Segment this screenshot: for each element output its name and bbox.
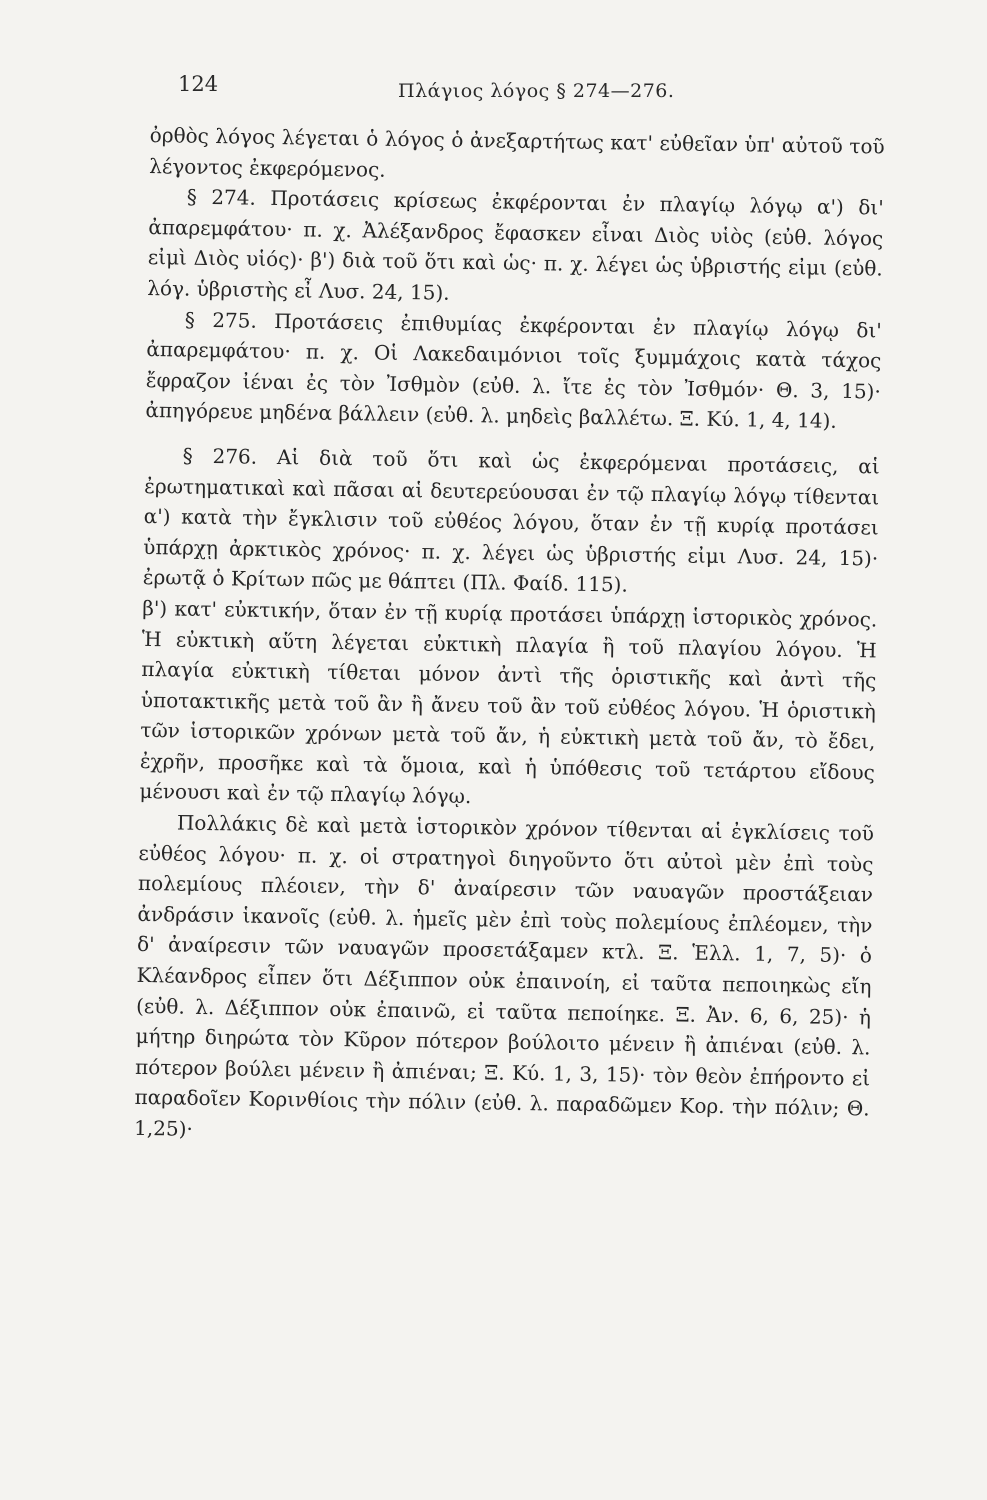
paragraph-section-274: § 274. Προτάσεις κρίσεως ἐκφέρονται ἐν πλαγίῳ λόγῳ α') δι' ἀπαρεμφάτου· π. χ. Ἀλέξανδρος ἔφασκεν εἶναι Διὸς υἱὸς (εὐθ. λόγος εἰμὶ Διὸς υἱός)· β') διὰ τοῦ ὅτι καὶ ὡς· π. χ. λέγει ὡς ὑβριστής εἰμι (εὐθ. λόγ. ὑβριστὴς εἶ Λυσ. 24, 15). <box>147 184 884 305</box>
page-header <box>178 72 878 112</box>
paragraph-examples: Πολλάκις δὲ καὶ μετὰ ἱστορικὸν χρόνον τίθενται αἱ ἐγκλίσεις τοῦ εὐθέος λόγου· π. χ. οἱ στρατηγοὶ διηγοῦντο ὅτι αὐτοὶ μὲν ἐπὶ τοὺς πολεμίους πλέοιεν, τὴν δ' ἀναίρεσιν τῶν ναυαγῶν προστάξειαν ἀνδράσιν ἱκανοῖς (εὐθ. λ. ἡμεῖς μὲν ἐπὶ τοὺς πολεμίους ἐπλέομεν, τὴν δ' ἀναίρεσιν τῶν ναυαγῶν προσετάξαμεν κτλ. Ξ. Ἑλλ. 1, 7, 5)· ὁ Κλέανδρος εἶπεν ὅτι Δέξιππον οὐκ ἐπαινοίη, εἰ ταῦτα πεποιηκὼς εἴη (εὐθ. λ. Δέξιππον οὐκ ἐπαινῶ, εἰ ταῦτα πεποίηκε. Ξ. Ἀν. 6, 6, 25)· ἡ μήτηρ διηρώτα τὸν Κῦρον πότερον βούλοιτο μένειν ἢ ἀπιέναι (εὐθ. λ. πότερον βούλει μένειν ἢ ἀπιέναι; Ξ. Κύ. 1, 3, 15)· τὸν θεὸν ἐπήροντο εἰ παραδοῖεν Κορινθίοις τὴν πόλιν (εὐθ. λ. παραδῶμεν Κορ. τὴν πόλιν; Θ. 1,25)· <box>133 810 875 1141</box>
paragraph-continuation: ὀρθὸς λόγος λέγεται ὁ λόγος ὁ ἀνεξαρτήτως κατ' εὐθεῖαν ὑπ' αὐτοῦ τοῦ λέγοντος ἐκφερόμενος. <box>149 122 885 182</box>
body-text <box>134 120 885 1155</box>
paragraph-section-275: § 275. Προτάσεις ἐπιθυμίας ἐκφέρονται ἐν πλαγίῳ λόγῳ δι' ἀπαρεμφάτου· π. χ. Οἱ Λακεδαιμόνιοι τοῖς ξυμμάχοις κατὰ τάχος ἔφραζον ἰέναι ἐς τὸν Ἰσθμὸν (εὐθ. λ. ἴτε ἐς τὸν Ἰσθμόν· Θ. 3, 15)· ἀπηγόρευε μηδένα βάλλειν (εὐθ. λ. μηδεὶς βαλλέτω. Ξ. Κύ. 1, 4, 14). <box>145 307 882 434</box>
paragraph-section-276: § 276. Αἱ διὰ τοῦ ὅτι καὶ ὡς ἐκφερόμεναι προτάσεις, αἱ ἐρωτηματικαὶ καὶ πᾶσαι αἱ δευτερεύουσαι ἐν τῷ πλαγίῳ λόγῳ τίθενται α') κατὰ τὴν ἔγκλισιν τοῦ εὐθέος λόγου, ὅταν ἐν τῇ κυρίᾳ προτάσει ὑπάρχῃ ἀρκτικὸς χρόνος· π. χ. λέγει ὡς ὑβριστής εἰμι Λυσ. 24, 15)· ἐρωτᾷ ὁ Κρίτων πῶς με θάπτει (Πλ. Φαίδ. 115). <box>142 443 880 597</box>
running-head: Πλάγιος λόγος § 274—276. <box>398 80 675 102</box>
paragraph-optative: β') κατ' εὐκτικήν, ὅταν ἐν τῇ κυρίᾳ προτάσει ὑπάρχῃ ἱστορικὸς χρόνος. Ἡ εὐκτικὴ αὕτη λέγεται εὐκτικὴ πλαγία ἢ τοῦ πλαγίου λόγου. Ἡ πλαγία εὐκτικὴ τίθεται μόνον ἀντὶ τῆς ὁριστικῆς καὶ ἀντὶ τῆς ὑποτακτικῆς μετὰ τοῦ ἂν ἢ ἄνευ τοῦ ἂν τοῦ εὐθέος λόγου. Ἡ ὁριστικὴ τῶν ἱστορικῶν χρόνων μετὰ τοῦ ἄν, ἡ εὐκτικὴ μετὰ τοῦ ἄν, τὸ ἔδει, ἐχρῆν, προσῆκε καὶ τὰ ὅμοια, καὶ ἡ ὑπόθεσις τοῦ τετάρτου εἴδους μένουσι καὶ ἐν τῷ πλαγίῳ λόγῳ. <box>139 595 878 809</box>
page-number: 124 <box>178 72 219 96</box>
